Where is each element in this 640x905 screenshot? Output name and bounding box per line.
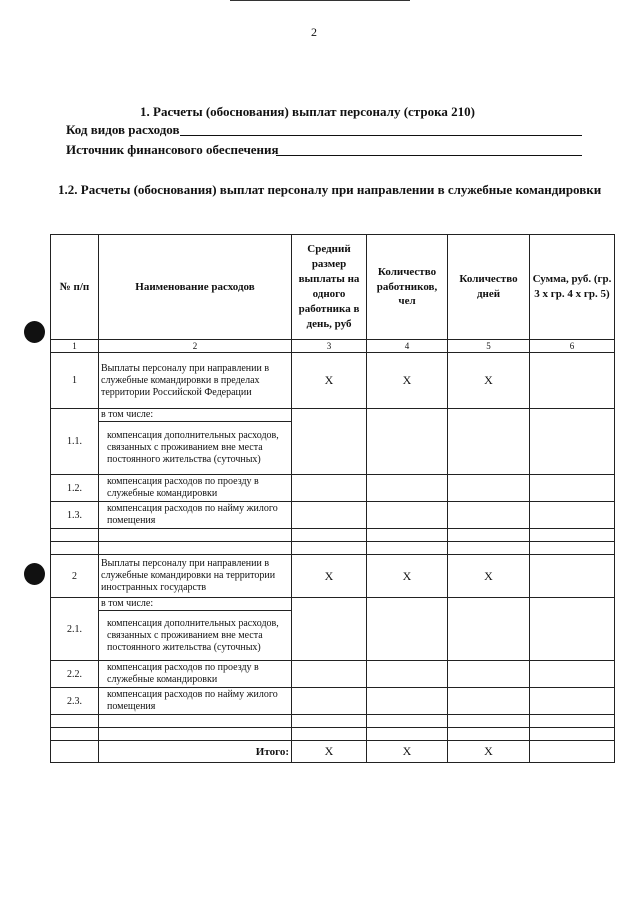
top-rule <box>230 0 410 1</box>
days-count-cell: X <box>448 555 530 598</box>
avg-payment-cell <box>292 475 367 502</box>
in-that-number-label: в том числе: <box>99 598 292 611</box>
header-cell: Средний размер выплаты на одного работника в день, руб <box>292 235 367 340</box>
days-count-cell <box>448 409 530 475</box>
workers-count-cell <box>367 409 448 475</box>
row-number: 2.3. <box>51 688 99 715</box>
funding-source-label: Источник финансового обеспечения <box>66 142 279 157</box>
workers-count-cell: X <box>367 555 448 598</box>
total-label: Итого: <box>99 741 292 763</box>
page-number: 2 <box>311 25 317 39</box>
sum-cell <box>530 353 615 409</box>
index-cell: 5 <box>448 340 530 353</box>
row-number: 1 <box>51 353 99 409</box>
days-count-cell <box>448 475 530 502</box>
header-cell: Сумма, руб. (гр. 3 х гр. 4 х гр. 5) <box>530 235 615 340</box>
avg-payment-cell <box>292 409 367 475</box>
row-number: 1.2. <box>51 475 99 502</box>
header-cell: Количество работников, чел <box>367 235 448 340</box>
punch-hole-mark <box>24 321 45 343</box>
sum-cell <box>530 598 615 661</box>
days-count-cell <box>448 502 530 529</box>
row-number: 1.3. <box>51 502 99 529</box>
workers-count-cell <box>367 661 448 688</box>
total-sum-cell <box>530 741 615 763</box>
workers-count-cell: X <box>367 353 448 409</box>
expense-name: компенсация расходов по проезду в служебные командировки <box>99 661 292 688</box>
days-count-cell <box>448 661 530 688</box>
index-cell: 1 <box>51 340 99 353</box>
table-row <box>51 598 615 611</box>
table-row <box>51 661 615 688</box>
expense-name: компенсация расходов по найму жилого помещения <box>99 688 292 715</box>
table-row <box>51 688 615 715</box>
expense-table <box>50 234 615 763</box>
table-row <box>51 555 615 598</box>
workers-count-cell <box>367 688 448 715</box>
sum-cell <box>530 661 615 688</box>
expense-name: компенсация расходов по проезду в служебные командировки <box>99 475 292 502</box>
row-number: 1.1. <box>51 409 99 475</box>
table-row <box>51 409 615 422</box>
total-days-count-cell: X <box>448 741 530 763</box>
row-number: 2.1. <box>51 598 99 661</box>
header-cell: № п/п <box>51 235 99 340</box>
expense-code-blank <box>180 135 582 136</box>
empty-row <box>51 715 615 728</box>
total-avg-payment-cell: X <box>292 741 367 763</box>
empty-row <box>51 529 615 542</box>
expense-name: компенсация расходов по найму жилого помещения <box>99 502 292 529</box>
index-cell: 6 <box>530 340 615 353</box>
row-number: 2 <box>51 555 99 598</box>
avg-payment-cell <box>292 688 367 715</box>
avg-payment-cell: X <box>292 353 367 409</box>
avg-payment-cell <box>292 661 367 688</box>
expense-name: компенсация дополнительных расходов, связанных с проживанием вне места постоянного жительства (суточных) <box>99 611 292 661</box>
avg-payment-cell <box>292 502 367 529</box>
sum-cell <box>530 688 615 715</box>
expense-code-field <box>66 122 180 138</box>
table-row <box>51 502 615 529</box>
empty-row <box>51 728 615 741</box>
index-cell: 2 <box>99 340 292 353</box>
expense-name: компенсация дополнительных расходов, связанных с проживанием вне места постоянного жительства (суточных) <box>99 422 292 475</box>
expense-code-label: Код видов расходов <box>66 122 180 137</box>
days-count-cell <box>448 688 530 715</box>
in-that-number-label: в том числе: <box>99 409 292 422</box>
sum-cell <box>530 502 615 529</box>
table-row <box>51 353 615 409</box>
workers-count-cell <box>367 475 448 502</box>
workers-count-cell <box>367 598 448 661</box>
funding-source-field <box>66 142 279 158</box>
avg-payment-cell: X <box>292 555 367 598</box>
sum-cell <box>530 409 615 475</box>
sum-cell <box>530 555 615 598</box>
expense-name: Выплаты персоналу при направлении в служебные командировки на территории иностранных государств <box>99 555 292 598</box>
header-cell: Наименование расходов <box>99 235 292 340</box>
subsection-heading: 1.2. Расчеты (обоснования) выплат персоналу при направлении в служебные командировки <box>58 182 602 197</box>
total-row <box>51 741 615 763</box>
total-workers-count-cell: X <box>367 741 448 763</box>
table-header-row <box>51 235 615 340</box>
header-cell: Количество дней <box>448 235 530 340</box>
days-count-cell <box>448 598 530 661</box>
index-cell: 3 <box>292 340 367 353</box>
expense-name: Выплаты персоналу при направлении в служебные командировки в пределах территории Российской Федерации <box>99 353 292 409</box>
table-row <box>51 475 615 502</box>
workers-count-cell <box>367 502 448 529</box>
avg-payment-cell <box>292 598 367 661</box>
index-cell: 4 <box>367 340 448 353</box>
days-count-cell: X <box>448 353 530 409</box>
column-index-row <box>51 340 615 353</box>
sum-cell <box>530 475 615 502</box>
empty-row <box>51 542 615 555</box>
punch-hole-mark <box>24 563 45 585</box>
row-number: 2.2. <box>51 661 99 688</box>
funding-source-blank <box>276 155 582 156</box>
section-heading: 1. Расчеты (обоснования) выплат персоналу (строка 210) <box>140 104 475 119</box>
